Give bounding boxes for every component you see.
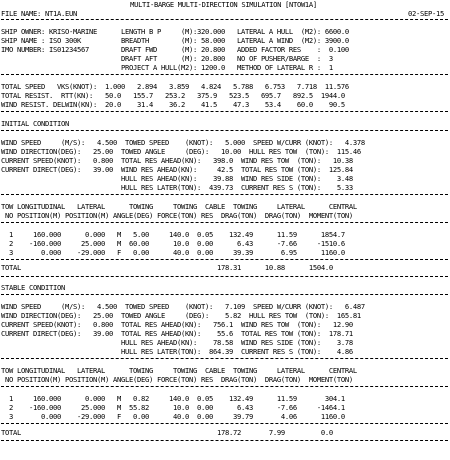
line-stable-condition-table-header-1: NO POSITION(M) POSITION(M) ANGLE(DEG) FORCE(TON) RES DRAG(TON) DRAG(TON) MOMENT(TON) — [1, 375, 353, 384]
dashed-rule — [1, 19, 448, 20]
line-ship-block-0: SHIP OWNER: KRISO-MARINE LENGTH B P (M):320.000 LATERAL A HULL (M2): 6600.0 — [1, 27, 349, 36]
line-initial-condition-params-0: WIND SPEED (M/S): 4.500 TOWED SPEED (KNOT): 5.000 SPEED W/CURR (KNOT): 4.378 — [1, 138, 365, 147]
line-initial-condition-heading: INITIAL CONDITION — [1, 119, 69, 128]
line-ship-block-2: IMO NUMBER: IS01234567 DRAFT FWD (M): 20.800 ADDED FACTOR RES : 0.100 — [1, 45, 349, 54]
dashed-rule — [1, 111, 448, 112]
line-stable-condition-params-2: CURRENT SPEED(KNOT): 0.800 TOTAL RES AHEAD(KN): 756.1 WIND RES TOW (TON): 12.90 — [1, 320, 353, 329]
dashed-rule — [1, 386, 448, 387]
line-stable-condition-params-0: WIND SPEED (M/S): 4.500 TOWED SPEED (KNOT): 7.109 SPEED W/CURR (KNOT): 6.487 — [1, 302, 365, 311]
dashed-rule — [1, 222, 448, 223]
line-initial-condition-table-header-0: TOW LONGITUDINAL LATERAL TOWING TOWING CABLE TOWING LATERAL CENTRAL — [1, 202, 357, 211]
line-initial-condition-rows-1: 2 -160.000 25.000 M 60.00 10.0 0.00 6.43 -7.66 -1510.6 — [1, 239, 345, 248]
line-stable-condition-total: TOTAL 178.72 7.99 0.0 — [1, 428, 333, 437]
line-stable-condition-heading: STABLE CONDITION — [1, 283, 65, 292]
line-initial-condition-rows-2: 3 0.000 -29.000 F 0.00 40.0 0.00 39.39 6.95 1160.0 — [1, 248, 345, 257]
line-stable-condition-rows-2: 3 0.000 -29.000 F 0.00 40.0 0.00 39.79 4.06 1160.0 — [1, 412, 345, 421]
dashed-rule — [1, 194, 448, 195]
line-initial-condition-params-2: CURRENT SPEED(KNOT): 0.800 TOTAL RES AHEAD(KN): 398.0 WIND RES TOW (TON): 10.38 — [1, 156, 353, 165]
dashed-rule — [1, 74, 448, 75]
line-initial-condition-table-header-1: NO POSITION(M) POSITION(M) ANGLE(DEG) FORCE(TON) RES DRAG(TON) DRAG(TON) MOMENT(TON) — [1, 211, 353, 220]
line-stable-condition-params-5: HULL RES LATER(TON): 864.39 CURRENT RES S (TON): 4.86 — [1, 347, 353, 356]
line-ship-block-1: SHIP NAME : ISO 300K BREADTH (M): 58.000 LATERAL A WIND (M2): 3900.0 — [1, 36, 349, 45]
line-initial-condition-params-3: CURRENT DIRECT(DEG): 39.00 WIND RES AHEAD(KN): 42.5 TOTAL RES TOW (TON): 125.84 — [1, 165, 353, 174]
report-date: 02-SEP-15 — [408, 9, 444, 18]
dashed-rule — [1, 294, 448, 295]
line-stable-condition-params-4: HULL RES AHEAD(KN): 78.58 WIND RES SIDE (TON): 3.78 — [1, 338, 353, 347]
line-speed-block-2: WIND RESIST. DELWIN(KN): 20.0 31.4 36.2 41.5 47.3 53.4 60.0 90.5 — [1, 100, 345, 109]
line-initial-condition-params-4: HULL RES AHEAD(KN): 39.88 WIND RES SIDE (TON): 3.48 — [1, 174, 353, 183]
dashed-rule — [1, 440, 448, 441]
dashed-rule — [1, 130, 448, 131]
line-header-file-name: FILE NAME: NT1A.EUN — [1, 9, 77, 18]
dashed-rule — [1, 259, 448, 260]
line-initial-condition-params-5: HULL RES LATER(TON): 439.73 CURRENT RES S (TON): 5.33 — [1, 183, 353, 192]
line-initial-condition-total: TOTAL 178.31 10.88 1504.0 — [1, 263, 333, 272]
line-stable-condition-params-3: CURRENT DIRECT(DEG): 39.00 TOTAL RES AHEAD(KN): 55.6 TOTAL RES TOW (TON): 178.71 — [1, 329, 353, 338]
line-stable-condition-rows-1: 2 -160.000 25.000 M 55.82 10.0 0.00 6.43 -7.66 -1464.1 — [1, 403, 345, 412]
line-ship-block-3: DRAFT AFT (M): 20.800 NO OF PUSHER/BARGE : 3 — [1, 54, 333, 63]
dashed-rule — [1, 276, 448, 277]
line-speed-block-1: TOTAL RESIST. RTT(KN): 50.0 155.7 253.2 375.9 523.5 695.7 892.5 1944.0 — [1, 91, 345, 100]
dashed-rule — [1, 358, 448, 359]
line-speed-block-0: TOTAL SPEED VKS(KNOT): 1.000 2.894 3.859 4.824 5.788 6.753 7.718 11.576 — [1, 82, 349, 91]
line-initial-condition-rows-0: 1 160.000 0.000 M 5.00 140.0 0.05 132.49 11.59 1854.7 — [1, 230, 345, 239]
line-stable-condition-rows-0: 1 160.000 0.000 M 0.82 140.0 0.05 132.49 11.59 304.1 — [1, 394, 345, 403]
line-stable-condition-table-header-0: TOW LONGITUDINAL LATERAL TOWING TOWING CABLE TOWING LATERAL CENTRAL — [1, 366, 357, 375]
line-stable-condition-params-1: WIND DIRECTION(DEG): 25.00 TOWED ANGLE (DEG): 5.82 HULL RES TOW (TON): 165.81 — [1, 311, 361, 320]
line-ship-block-4: PROJECT A HULL(M2): 1200.0 METHOD OF LATERAL R : 1 — [1, 63, 333, 72]
dashed-rule — [1, 423, 448, 424]
line-initial-condition-params-1: WIND DIRECTION(DEG): 25.00 TOWED ANGLE (DEG): 10.00 HULL RES TOW (TON): 115.46 — [1, 147, 361, 156]
line-header-title: MULTI-BARGE MULTI-DIRECTION SIMULATION [NTOW1A] — [130, 0, 317, 9]
